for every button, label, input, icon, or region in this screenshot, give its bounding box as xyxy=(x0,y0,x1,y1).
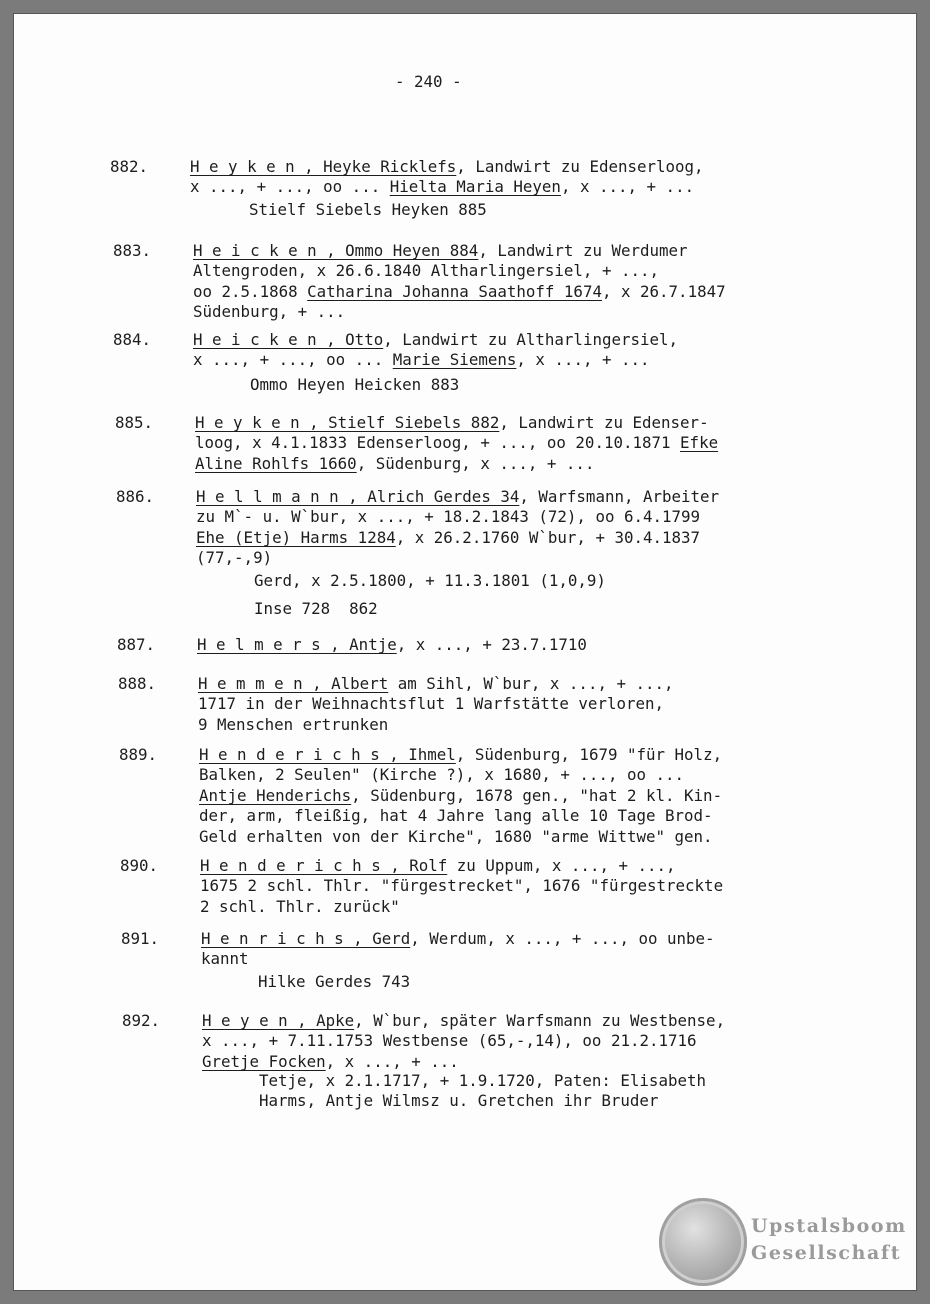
underlined-name: Antje Henderichs xyxy=(199,785,352,805)
entry-text: 1675 2 schl. Thlr. "fürgestrecket", 1676 "fürgestreckte xyxy=(200,876,724,896)
entry-line xyxy=(198,694,664,714)
entry-text: 1717 in der Weihnachtsflut 1 Warfstätte verloren, xyxy=(198,694,665,714)
entry-text: 2 schl. Thlr. zurück" xyxy=(200,896,400,916)
entry-line xyxy=(201,949,249,969)
entry-number: 891. xyxy=(121,929,160,948)
entry-text: , Werdum, x ..., + ..., oo unbe- xyxy=(410,929,715,948)
child-line: Harms, Antje Wilmsz u. Gretchen ihr Bruder xyxy=(259,1091,659,1110)
child-line: Ommo Heyen Heicken 883 xyxy=(250,375,460,394)
underlined-name: H e m m e n , Albert xyxy=(198,674,389,693)
entry-line xyxy=(193,241,688,261)
entry-number: 885. xyxy=(115,413,154,432)
entry-text: , x ..., + ... xyxy=(325,1051,459,1071)
entry-line xyxy=(190,177,694,197)
entry-line xyxy=(193,302,345,322)
entry-line xyxy=(193,350,650,370)
entry-text: (77,-,9) xyxy=(196,548,273,568)
entry-text: Balken, 2 Seulen" (Kirche ?), x 1680, + ..., oo ... xyxy=(199,765,685,785)
underlined-name: Gretje Focken xyxy=(202,1051,326,1071)
entry-number: 886. xyxy=(116,487,155,506)
entry-line xyxy=(195,454,594,474)
entry-text: , Landwirt zu Werdumer xyxy=(478,241,688,260)
document-page xyxy=(14,14,916,1290)
entry-number: 883. xyxy=(113,241,152,260)
entry-text: x ..., + ..., oo ... xyxy=(193,350,393,370)
entry-text: loog, x 4.1.1833 Edenserloog, + ..., oo 20.10.1871 xyxy=(195,433,681,453)
entry-text: , Südenburg, 1679 "für Holz, xyxy=(455,745,723,764)
entry-line xyxy=(199,806,713,826)
entry-line xyxy=(195,413,709,433)
entry-number: 889. xyxy=(119,745,158,764)
entry-line xyxy=(198,715,388,735)
entry-text: Südenburg, + ... xyxy=(193,302,346,322)
entry-text: 9 Menschen ertrunken xyxy=(198,714,389,734)
entry-line xyxy=(196,507,700,527)
entry-text: , Landwirt zu Altharlingersiel, xyxy=(383,330,679,349)
entry-line xyxy=(197,635,587,655)
entry-number: 890. xyxy=(120,856,159,875)
entry-line xyxy=(198,674,674,694)
entry-text: , Landwirt zu Edenser- xyxy=(499,413,709,432)
underlined-name: H e y k e n , Heyke Ricklefs xyxy=(190,157,457,176)
entry-text: zu M`- u. W`bur, x ..., + 18.2.1843 (72), oo 6.4.1799 xyxy=(196,507,701,527)
underlined-name: H e n r i c h s , Gerd xyxy=(201,929,411,948)
underlined-name: H e n d e r i c h s , Rolf xyxy=(200,856,448,875)
entry-text: , W`bur, später Warfsmann zu Westbense, xyxy=(354,1011,726,1030)
entry-text: am Sihl, W`bur, x ..., + ..., xyxy=(388,674,674,693)
entry-line xyxy=(200,876,723,896)
entry-text: , x ..., + ... xyxy=(560,177,695,197)
child-line: Stielf Siebels Heyken 885 xyxy=(249,200,487,219)
entry-number: 882. xyxy=(110,157,149,176)
underlined-name: Catharina Johanna Saathoff 1674 xyxy=(307,281,602,301)
underlined-name: Efke xyxy=(680,433,719,453)
underlined-name: Hielta Maria Heyen xyxy=(389,177,561,197)
underlined-name: H e i c k e n , Otto xyxy=(193,330,384,349)
entry-line xyxy=(193,330,678,350)
seal-icon xyxy=(659,1198,747,1286)
entry-line xyxy=(202,1031,697,1051)
entry-line xyxy=(202,1011,725,1031)
entry-text: , x ..., + ... xyxy=(516,350,650,370)
entry-number: 887. xyxy=(117,635,156,654)
entry-line xyxy=(202,1052,459,1072)
entry-text: , Warfsmann, Arbeiter xyxy=(519,487,720,506)
entry-text: kannt xyxy=(201,949,249,969)
entry-line xyxy=(196,548,272,568)
entry-number: 888. xyxy=(118,674,157,693)
underlined-name: H e y e n , Apke xyxy=(202,1011,355,1030)
entry-text: , x 26.7.1847 xyxy=(601,281,726,301)
underlined-name: Ehe (Etje) Harms 1284 xyxy=(196,527,396,547)
entry-line xyxy=(190,157,704,177)
entry-number: 892. xyxy=(122,1011,161,1030)
entry-line xyxy=(200,856,676,876)
entry-line xyxy=(199,765,684,785)
entry-text: , Südenburg, x ..., + ... xyxy=(356,453,595,473)
entry-text: x ..., + 7.11.1753 Westbense (65,-,14), oo 21.2.1716 xyxy=(202,1031,697,1051)
underlined-name: H e y k e n , Stielf Siebels 882 xyxy=(195,413,500,432)
underlined-name: H e l l m a n n , Alrich Gerdes 34 xyxy=(196,487,520,506)
logo-line-1: Upstalsboom xyxy=(751,1215,907,1237)
page-number: - 240 - xyxy=(395,72,462,91)
entry-number: 884. xyxy=(113,330,152,349)
entry-line xyxy=(199,827,713,847)
entry-line xyxy=(193,261,659,281)
entry-text: Geld erhalten von der Kirche", 1680 "arme Wittwe" gen. xyxy=(199,826,713,846)
child-line: Tetje, x 2.1.1717, + 1.9.1720, Paten: Elisabeth xyxy=(259,1071,706,1090)
entry-line xyxy=(196,487,719,507)
entry-text: oo 2.5.1868 xyxy=(193,281,308,301)
entry-line xyxy=(199,786,722,806)
entry-line xyxy=(193,282,726,302)
child-line: Inse 728 862 xyxy=(254,599,378,618)
entry-text: , Südenburg, 1678 gen., "hat 2 kl. Kin- xyxy=(351,785,723,805)
logo-line-2: Gesellschaft xyxy=(751,1242,902,1264)
entry-text: , x 26.2.1760 W`bur, + 30.4.1837 xyxy=(395,527,701,547)
child-line: Hilke Gerdes 743 xyxy=(258,972,411,991)
entry-text: x ..., + ..., oo ... xyxy=(190,177,390,197)
underlined-name: H e l m e r s , Antje xyxy=(197,635,397,654)
entry-line xyxy=(196,528,700,548)
entry-text: zu Uppum, x ..., + ..., xyxy=(447,856,676,875)
underlined-name: H e i c k e n , Ommo Heyen 884 xyxy=(193,241,479,260)
entry-line xyxy=(199,745,722,765)
entry-text: , x ..., + 23.7.1710 xyxy=(396,635,587,654)
underlined-name: Aline Rohlfs 1660 xyxy=(195,453,357,473)
underlined-name: H e n d e r i c h s , Ihmel xyxy=(199,745,456,764)
entry-line xyxy=(195,433,718,453)
entry-text: der, arm, fleißig, hat 4 Jahre lang alle 10 Tage Brod- xyxy=(199,806,713,826)
child-line: Gerd, x 2.5.1800, + 11.3.1801 (1,0,9) xyxy=(254,571,606,590)
entry-line xyxy=(201,929,715,949)
entry-text: Altengroden, x 26.6.1840 Altharlingersiel, + ..., xyxy=(193,261,660,281)
entry-text: , Landwirt zu Edenserloog, xyxy=(456,157,704,176)
entry-line xyxy=(200,897,400,917)
underlined-name: Marie Siemens xyxy=(392,350,517,370)
